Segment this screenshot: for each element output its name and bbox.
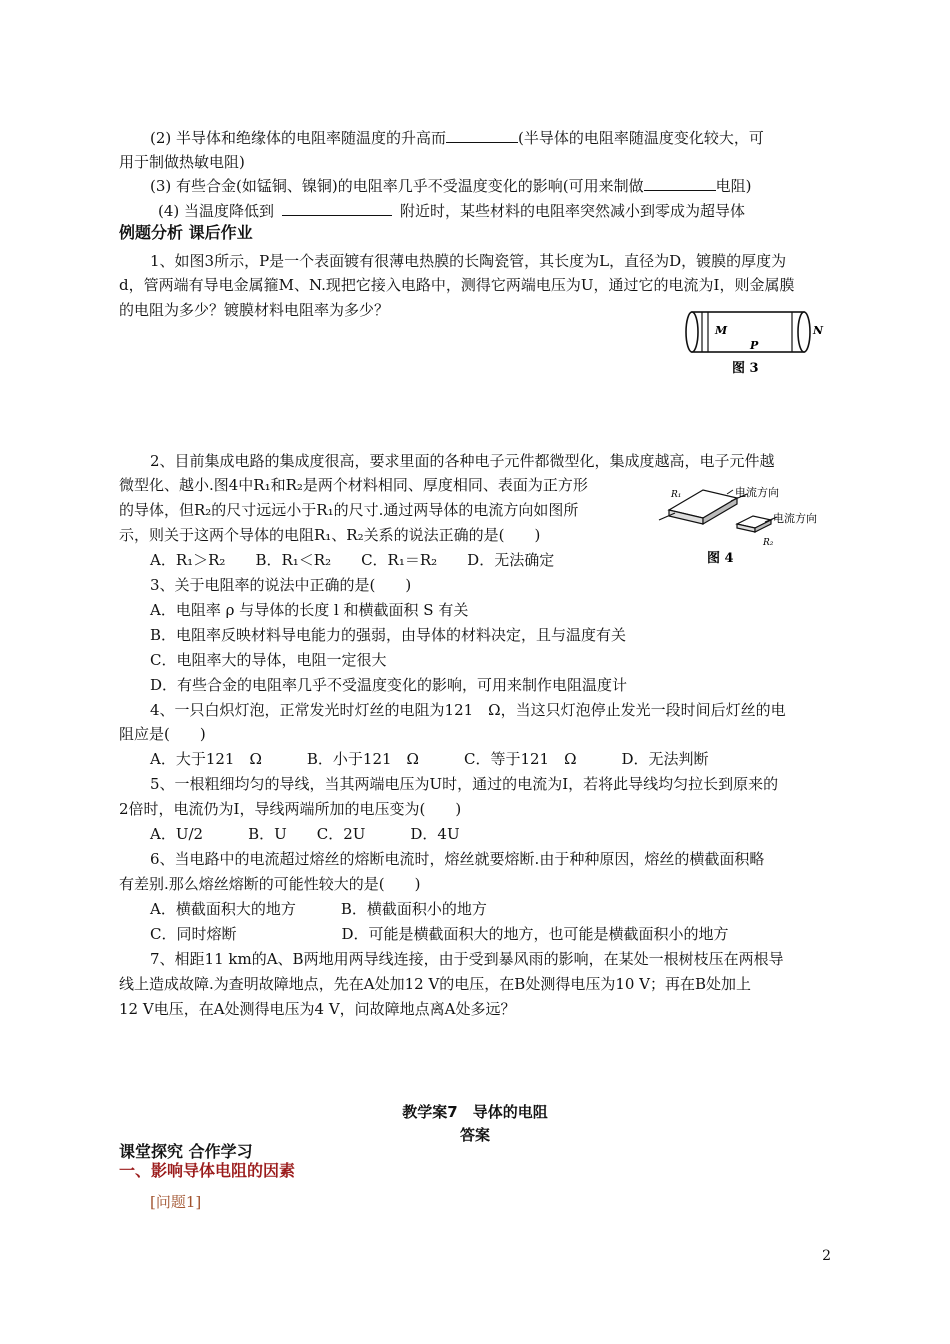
- question-6-options: A．横截面积大的地方 B．横截面积小的地方: [150, 900, 487, 918]
- callout-line: [727, 490, 733, 494]
- answer-heading: 课堂探究 合作学习: [119, 1142, 253, 1161]
- question-6-line: 6、当电路中的电流超过熔丝的熔断电流时，熔丝就要熔断.由于种种原因，熔丝的横截面积略: [150, 850, 765, 868]
- label-n: N: [813, 324, 824, 337]
- tube-body: [692, 312, 804, 352]
- figure-caption: 图 3: [732, 361, 759, 376]
- text-segment: 附近时，某些材料的电阻率突然减小到零成为超导体: [400, 202, 746, 220]
- fill-blank: [446, 128, 518, 143]
- figure-caption: 图 4: [707, 551, 734, 566]
- paragraph-line: [150, 128, 764, 148]
- question-7-line: 7、相距11 km的A、B两地用两导线连接，由于受到暴风雨的影响，在某处一根树枝压在两根导: [150, 950, 784, 968]
- question-5-line: 2倍时，电流仍为I，导线两端所加的电压变为( ): [119, 800, 462, 818]
- fill-blank: [282, 201, 392, 216]
- answer-title: 教学案7 导体的电阻: [402, 1103, 548, 1121]
- question-7-line: 12 V电压，在A处测得电压为4 V，问故障地点离A处多远？: [119, 1000, 516, 1018]
- question-3-option: A．电阻率 ρ 与导体的长度 l 和横截面积 S 有关: [150, 601, 469, 619]
- question-4-line: 阻应是( ): [119, 725, 206, 743]
- question-4-options: A．大于121 Ω B．小于121 Ω C．等于121 Ω D．无法判断: [150, 750, 709, 768]
- paragraph-line: 用于制做热敏电阻): [119, 153, 245, 171]
- question-5-line: 5、一根粗细均匀的导线，当其两端电压为U时，通过的电流为I，若将此导线均匀拉长到原来的: [150, 775, 779, 793]
- question-1-line: 1、如图3所示，P是一个表面镀有很薄电热膜的长陶瓷管，其长度为L，直径为D，镀膜的厚度为: [150, 252, 787, 270]
- text-segment: (半导体的电阻率随温度变化较大，可: [518, 129, 764, 147]
- question-3-option: D．有些合金的电阻率几乎不受温度变化的影响，可用来制作电阻温度计: [150, 676, 628, 694]
- question-3-option: B．电阻率反映材料导电能力的强弱，由导体的材料决定，且与温度有关: [150, 626, 627, 644]
- paragraph-line: [158, 201, 745, 221]
- question-6-options: C．同时熔断 D．可能是横截面积大的地方，也可能是横截面积小的地方: [150, 925, 729, 943]
- current-direction-label: 电流方向: [735, 486, 779, 499]
- question-5-options: A．U/2 B．U C．2U D．4U: [150, 825, 460, 843]
- section-heading: 例题分析 课后作业: [119, 223, 253, 242]
- question-2-line: 示，则关于这两个导体的电阻R₁、R₂关系的说法正确的是( ): [119, 526, 541, 544]
- question-4-line: 4、一只白炽灯泡，正常发光时灯丝的电阻为121 Ω，当这只灯泡停止发光一段时间后灯丝的电: [150, 701, 786, 719]
- answer-subheading: 一、影响导体电阻的因素: [119, 1161, 296, 1180]
- question-6-line: 有差别.那么熔丝熔断的可能性较大的是( ): [119, 875, 421, 893]
- current-direction-label: 电流方向: [773, 512, 817, 525]
- tube-right-end: [798, 312, 810, 352]
- question-1-line: 的电阻为多少？镀膜材料电阻率为多少？: [119, 301, 390, 319]
- answer-subtitle: 答案: [459, 1126, 490, 1144]
- text-segment: (3) 有些合金(如锰铜、镍铜)的电阻率几乎不受温度变化的影响(可用来制做: [150, 177, 644, 195]
- question-2-line: 微型化、越小.图4中R₁和R₂是两个材料相同、厚度相同、表面为正方形: [119, 476, 588, 494]
- question-3-option: C．电阻率大的导体，电阻一定很大: [150, 651, 387, 669]
- fill-blank: [644, 176, 716, 191]
- question-3-stem: 3、关于电阻率的说法中正确的是( ): [150, 576, 412, 594]
- question-7-line: 线上造成故障.为查明故障地点，先在A处加12 V的电压，在B处测得电压为10 V；再在B处加上: [119, 975, 752, 993]
- label-m: M: [715, 324, 728, 337]
- text-segment: (4) 当温度降低到: [158, 202, 275, 220]
- figure-4: [655, 480, 840, 568]
- question-2-line: 的导体，但R₂的尺寸远远小于R₁的尺寸.通过两导体的电流方向如图所: [119, 501, 579, 519]
- figure-3: [680, 300, 830, 380]
- question-2-line: 2、目前集成电路的集成度很高，要求里面的各种电子元件都微型化，集成度越高，电子元件越: [150, 452, 775, 470]
- label-r1: R₁: [671, 490, 682, 500]
- text-segment: 电阻): [715, 177, 752, 195]
- label-r2: R₂: [763, 538, 774, 548]
- question-2-options: A．R₁＞R₂ B．R₁＜R₂ C．R₁＝R₂ D．无法确定: [150, 551, 555, 569]
- problem-label: [问题1]: [150, 1193, 202, 1211]
- question-1-line: d，管两端有导电金属箍M、N.现把它接入电路中，测得它两端电压为U，通过它的电流为I，则金属膜: [119, 276, 795, 294]
- label-p: P: [750, 339, 759, 352]
- page-number: 2: [822, 1248, 831, 1264]
- tube-left-end: [686, 312, 698, 352]
- paragraph-line: [150, 176, 751, 196]
- text-segment: (2) 半导体和绝缘体的电阻率随温度的升高而: [150, 129, 447, 147]
